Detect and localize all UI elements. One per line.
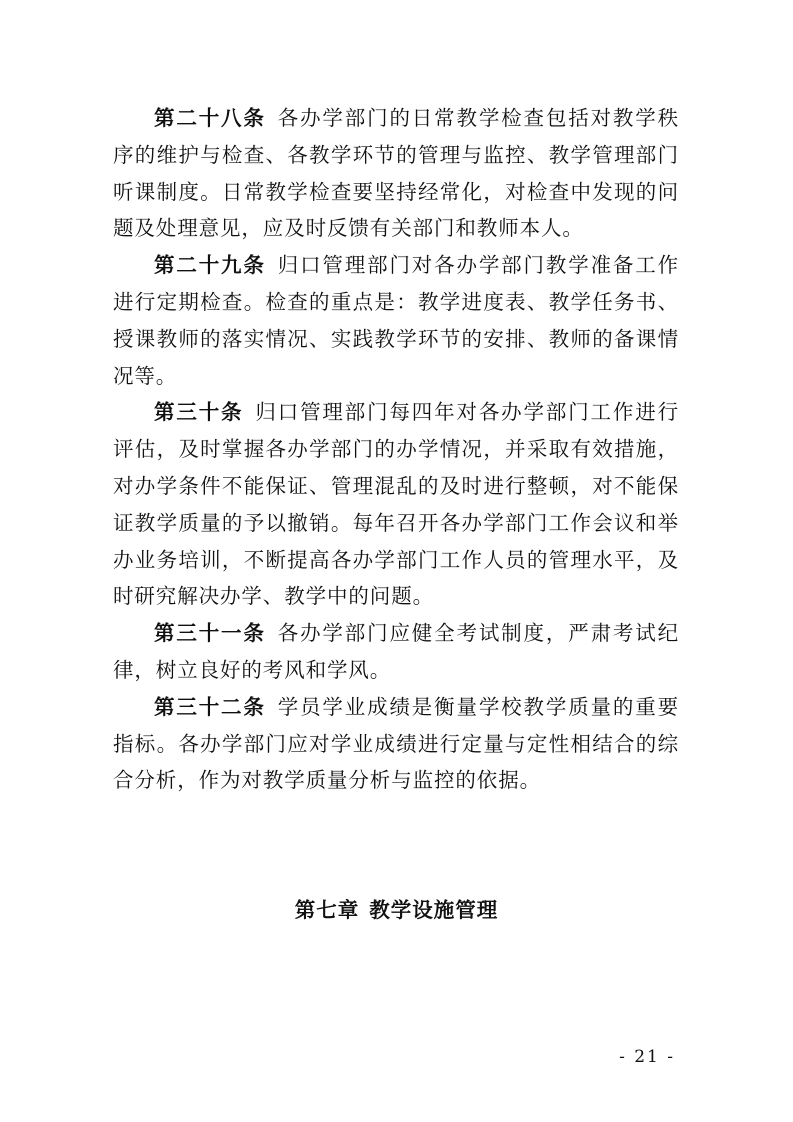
article-29 [113, 247, 679, 394]
chapter-number: 第七章 [294, 898, 360, 922]
article-text: 归口管理部门每四年对各办学部门工作进行评估，及时掌握各办学部门的办学情况，并采取有效措施，对办学条件不能保证、管理混乱的及时进行整顿，对不能保证教学质量的予以撤销。每年召开各办学部门工作会议和举办业务培训，不断提高各办学部门工作人员的管理水平，及时研究解决办学、教学中的问题。 [113, 400, 679, 609]
article-32 [113, 689, 679, 799]
chapter-title: 教学设施管理 [369, 898, 499, 922]
article-31 [113, 615, 679, 689]
article-label: 第二十八条 [154, 106, 266, 130]
article-label: 第三十一条 [154, 621, 266, 646]
article-28 [113, 100, 679, 247]
page-number: - 21 - [619, 1047, 675, 1067]
chapter-heading [0, 893, 793, 923]
article-30 [113, 394, 679, 615]
article-label: 第三十条 [154, 400, 244, 425]
article-text: 归口管理部门对各办学部门教学准备工作进行定期检查。检查的重点是：教学进度表、教学任务书、授课教师的落实情况、实践教学环节的安排、教师的备课情况等。 [113, 253, 680, 388]
article-label: 第二十九条 [154, 253, 266, 278]
body-text [113, 100, 679, 799]
article-text: 各办学部门应健全考试制度，严肃考试纪律，树立良好的考风和学风。 [113, 621, 680, 682]
article-label: 第三十二条 [154, 694, 266, 719]
article-text: 学员学业成绩是衡量学校教学质量的重要指标。各办学部门应对学业成绩进行定量与定性相结合的综合分析，作为对教学质量分析与监控的依据。 [113, 694, 680, 793]
article-text: 各办学部门的日常教学检查包括对教学秩序的维护与检查、各教学环节的管理与监控、教学管理部门听课制度。日常教学检查要坚持经常化，对检查中发现的问题及处理意见，应及时反馈有关部门和教师本人。 [113, 106, 680, 241]
